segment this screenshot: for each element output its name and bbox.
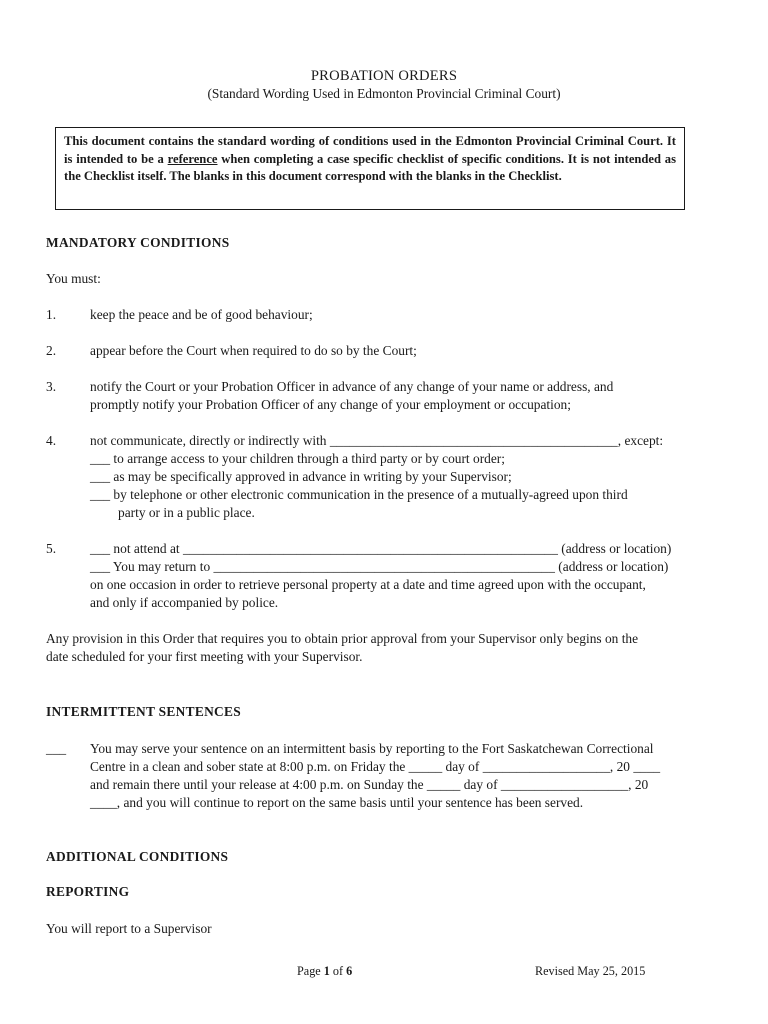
intermittent-line: ____, and you will continue to report on the same basis until your sentence has been served. [90, 795, 584, 810]
intermittent-heading: INTERMITTENT SENTENCES [46, 704, 241, 719]
item-3-number: 3. [46, 379, 57, 394]
notice-box [55, 127, 685, 210]
document-title: PROBATION ORDERS [310, 68, 458, 84]
item-4-option: ___ to arrange access to your children through a third party or by court order; [90, 451, 505, 466]
intermittent-line: and remain there until your release at 4:00 p.m. on Sunday the _____ day of ___________________, 20 [90, 777, 649, 792]
notice-text-part1: This document contains the standard wording of conditions used in the Edmonton Provincial Criminal Court. It is intended to be a [64, 134, 676, 166]
item-1-text: keep the peace and be of good behaviour; [90, 307, 313, 322]
revised-date: Revised May 25, 2015 [535, 964, 646, 978]
notice-text-part2: when completing a case specific checklist of specific conditions. It is not intended as the Checklist itself. The blanks in this document correspond with the blanks in the Checklist. [64, 151, 676, 183]
approval-note-line: date scheduled for your first meeting with your Supervisor. [46, 649, 363, 664]
document-subtitle: (Standard Wording Used in Edmonton Provincial Criminal Court) [207, 86, 561, 101]
mandatory-intro: You must: [46, 271, 101, 286]
additional-heading: ADDITIONAL CONDITIONS [46, 849, 229, 864]
item-5-line: and only if accompanied by police. [90, 595, 279, 610]
item-4-line: not communicate, directly or indirectly with ___________________________________________, except: [90, 433, 664, 448]
item-3-line: promptly notify your Probation Officer of any change of your employment or occupation; [90, 397, 571, 412]
intermittent-line: You may serve your sentence on an intermittent basis by reporting to the Fort Saskatchewan Correctional [90, 741, 654, 756]
item-4-option: ___ by telephone or other electronic communication in the presence of a mutually-agreed upon third [90, 487, 628, 502]
intermittent-line: Centre in a clean and sober state at 8:00 p.m. on Friday the _____ day of ___________________, 20 ____ [90, 759, 661, 774]
reporting-heading: REPORTING [46, 884, 130, 899]
item-2-number: 2. [46, 343, 57, 358]
mandatory-heading: MANDATORY CONDITIONS [46, 235, 230, 250]
notice-text [64, 133, 676, 186]
item-5-line: ___ not attend at ________________________________________________________ (address or location) [90, 541, 672, 556]
item-2-text: appear before the Court when required to do so by the Court; [90, 343, 417, 358]
item-4-option-continuation: party or in a public place. [118, 505, 255, 520]
item-4-number: 4. [46, 433, 57, 448]
item-5-number: 5. [46, 541, 57, 556]
intermittent-blank: ___ [46, 741, 67, 756]
reporting-text: You will report to a Supervisor [46, 921, 212, 936]
page-number [297, 962, 352, 980]
item-5-line: ___ You may return to ___________________________________________________ (address or location) [90, 559, 669, 574]
page-of: of [329, 964, 347, 978]
item-1-number: 1. [46, 307, 57, 322]
item-3-line: notify the Court or your Probation Officer in advance of any change of your name or address, and [90, 379, 614, 394]
approval-note-line: Any provision in this Order that requires you to obtain prior approval from your Supervisor only begins on the [46, 631, 639, 646]
item-4-option: ___ as may be specifically approved in advance in writing by your Supervisor; [90, 469, 512, 484]
notice-text-reference: reference [167, 151, 218, 166]
item-5-line: on one occasion in order to retrieve personal property at a date and time agreed upon with the occupant, [90, 577, 646, 592]
page-total: 6 [346, 964, 353, 978]
page-prefix: Page [297, 964, 324, 978]
page-current: 1 [323, 964, 330, 978]
